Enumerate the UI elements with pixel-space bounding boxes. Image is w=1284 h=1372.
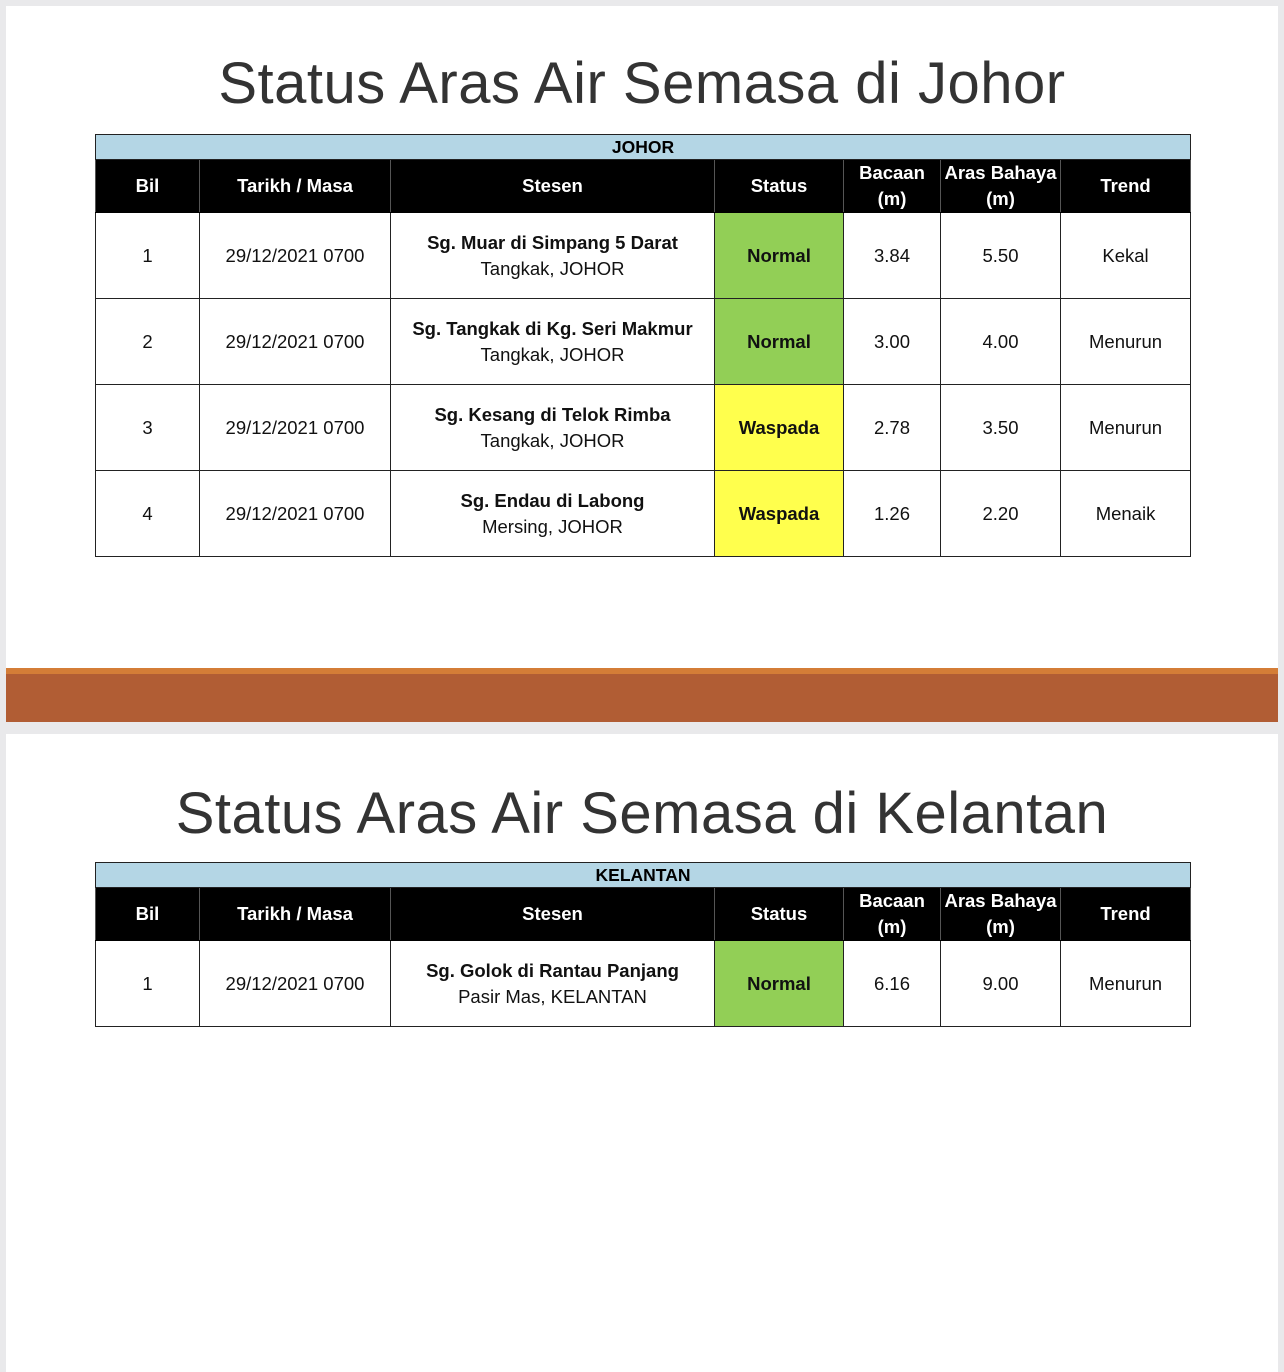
cell-aras-bahaya: 3.50 xyxy=(941,385,1061,471)
column-header-bacaan: Bacaan (m) xyxy=(844,888,941,941)
cell-aras-bahaya: 4.00 xyxy=(941,299,1061,385)
slide-divider xyxy=(6,668,1278,722)
cell-bil: 1 xyxy=(96,941,200,1027)
page-title: Status Aras Air Semasa di Kelantan xyxy=(175,781,1109,846)
column-header-trend: Trend xyxy=(1061,888,1191,941)
water-level-table-johor xyxy=(95,134,1191,557)
column-header-status: Status xyxy=(715,888,844,941)
column-header-bil: Bil xyxy=(96,160,200,213)
table-row xyxy=(96,941,1191,1027)
cell-bacaan: 2.78 xyxy=(844,385,941,471)
cell-tarikh: 29/12/2021 0700 xyxy=(200,471,391,557)
cell-aras-bahaya: 2.20 xyxy=(941,471,1061,557)
cell-bil: 2 xyxy=(96,299,200,385)
cell-stesen xyxy=(391,299,715,385)
table-row xyxy=(96,299,1191,385)
column-header-stesen: Stesen xyxy=(391,888,715,941)
slide-kelantan xyxy=(6,734,1278,1372)
cell-bil: 4 xyxy=(96,471,200,557)
water-level-table-kelantan xyxy=(95,862,1191,1027)
table-row xyxy=(96,471,1191,557)
cell-stesen xyxy=(391,941,715,1027)
station-location: Tangkak, JOHOR xyxy=(480,343,625,365)
station-location: Pasir Mas, KELANTAN xyxy=(458,985,647,1007)
column-header-status: Status xyxy=(715,160,844,213)
status-cell: Waspada xyxy=(715,385,844,471)
column-header-tarikh: Tarikh / Masa xyxy=(200,160,391,213)
cell-aras-bahaya: 9.00 xyxy=(941,941,1061,1027)
page-title: Status Aras Air Semasa di Johor xyxy=(218,51,1066,116)
station-location: Mersing, JOHOR xyxy=(482,515,623,537)
station-name: Sg. Tangkak di Kg. Seri Makmur xyxy=(412,317,693,339)
table-row xyxy=(96,385,1191,471)
station-location: Tangkak, JOHOR xyxy=(480,257,625,279)
cell-aras-bahaya: 5.50 xyxy=(941,213,1061,299)
status-cell: Waspada xyxy=(715,471,844,557)
region-header: KELANTAN xyxy=(96,863,1191,888)
cell-bacaan: 6.16 xyxy=(844,941,941,1027)
column-header-aras-bahaya: Aras Bahaya (m) xyxy=(941,888,1061,941)
cell-bacaan: 3.00 xyxy=(844,299,941,385)
column-header-bil: Bil xyxy=(96,888,200,941)
cell-trend: Menurun xyxy=(1061,941,1191,1027)
cell-stesen xyxy=(391,385,715,471)
station-name: Sg. Kesang di Telok Rimba xyxy=(434,403,671,425)
cell-trend: Menurun xyxy=(1061,299,1191,385)
column-header-stesen: Stesen xyxy=(391,160,715,213)
cell-tarikh: 29/12/2021 0700 xyxy=(200,385,391,471)
cell-tarikh: 29/12/2021 0700 xyxy=(200,213,391,299)
cell-trend: Kekal xyxy=(1061,213,1191,299)
station-name: Sg. Muar di Simpang 5 Darat xyxy=(427,231,678,253)
cell-bil: 1 xyxy=(96,213,200,299)
cell-tarikh: 29/12/2021 0700 xyxy=(200,941,391,1027)
station-location: Tangkak, JOHOR xyxy=(480,429,625,451)
status-cell: Normal xyxy=(715,299,844,385)
station-name: Sg. Golok di Rantau Panjang xyxy=(426,959,679,981)
cell-trend: Menurun xyxy=(1061,385,1191,471)
cell-stesen xyxy=(391,213,715,299)
table-row xyxy=(96,213,1191,299)
station-name: Sg. Endau di Labong xyxy=(460,489,645,511)
slide-johor xyxy=(6,6,1278,668)
status-cell: Normal xyxy=(715,213,844,299)
column-header-trend: Trend xyxy=(1061,160,1191,213)
region-header: JOHOR xyxy=(96,135,1191,160)
column-header-aras-bahaya: Aras Bahaya (m) xyxy=(941,160,1061,213)
cell-bacaan: 3.84 xyxy=(844,213,941,299)
cell-tarikh: 29/12/2021 0700 xyxy=(200,299,391,385)
cell-stesen xyxy=(391,471,715,557)
cell-bacaan: 1.26 xyxy=(844,471,941,557)
cell-trend: Menaik xyxy=(1061,471,1191,557)
cell-bil: 3 xyxy=(96,385,200,471)
column-header-tarikh: Tarikh / Masa xyxy=(200,888,391,941)
column-header-bacaan: Bacaan (m) xyxy=(844,160,941,213)
status-cell: Normal xyxy=(715,941,844,1027)
